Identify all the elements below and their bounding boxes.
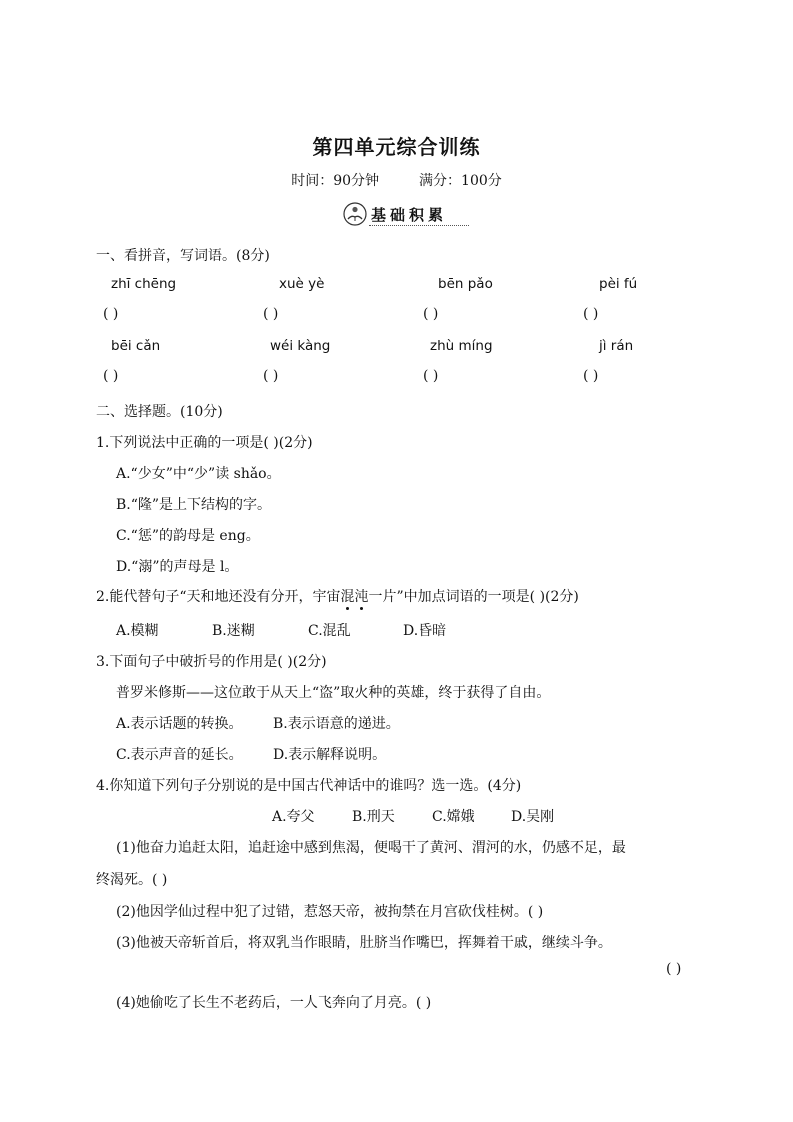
page-title: 第四单元综合训练 [312,135,481,159]
q2-2-stem-before: 2.能代替句子“天和地还没有分开，宇宙 [96,589,341,605]
answer-blank-8[interactable]: ( ) [583,368,599,384]
answer-blank-5[interactable]: ( ) [103,368,119,384]
q2-1-stem: 1.下列说法中正确的一项是( )(2分) [96,435,313,451]
q2-1-option-d: D.“溺”的声母是 l。 [116,559,239,575]
section-badge [343,202,471,228]
answer-blank-4[interactable]: ( ) [583,306,599,322]
q2-1-option-a: A.“少女”中“少”读 shǎo。 [116,466,281,482]
pinyin-5: bēi cǎn [111,338,161,354]
q2-3-option-a: A.表示话题的转换。 [116,716,243,732]
q2-4-item-1: (1)他奋力追赶太阳，追赶途中感到焦渴，便喝干了黄河、渭河的水，仍感不足，最 [116,840,626,856]
pinyin-8: jì rán [599,338,634,354]
q2-2-option-b: B.迷糊 [212,623,255,639]
book-reading-icon [343,202,367,226]
section-label: 基础积累 [371,206,448,224]
q2-2-option-d: D.昏暗 [403,623,447,639]
q2-header: 二、选择题。(10分) [96,404,223,420]
q2-2-option-c: C.混乱 [308,623,351,639]
q2-4-item-4: (4)她偷吃了长生不老药后，一人飞奔向了月亮。( ) [116,995,432,1011]
exam-info [0,170,793,190]
answer-blank-3[interactable]: ( ) [423,306,439,322]
q1-header: 一、看拼音，写词语。(8分) [96,248,270,264]
q2-4-choice-b: B.刑天 [352,809,395,825]
answer-blank-7[interactable]: ( ) [423,368,439,384]
q2-2-stem-after: 一片”中加点词语的一项是( )(2分) [368,589,579,605]
q2-4-choice-a: A.夸父 [272,809,315,825]
q2-4-item-2: (2)他因学仙过程中犯了过错，惹怒天帝，被拘禁在月宫砍伐桂树。( ) [116,904,544,920]
dotted-char-2: 沌 [354,589,369,605]
pinyin-7: zhù míng [430,338,493,354]
q2-4-choice-d: D.吴刚 [511,809,555,825]
q2-3-stem: 3.下面句子中破折号的作用是( )(2分) [96,654,327,670]
pinyin-4: pèi fú [599,276,638,292]
answer-blank-2[interactable]: ( ) [263,306,279,322]
q2-3-option-d: D.表示解释说明。 [273,747,387,763]
q2-3-option-c: C.表示声音的延长。 [116,747,243,763]
q2-4-item-1-cont: 终渴死。( ) [96,872,168,888]
q2-2-option-a: A.模糊 [116,623,159,639]
pinyin-1: zhī chēng [111,276,177,292]
q2-2-stem [96,586,579,606]
q2-4-choice-c: C.嫦娥 [432,809,475,825]
pinyin-2: xuè yè [279,276,325,292]
q2-3-sentence: 普罗米修斯——这位敢于从天上“盗”取火种的英雄，终于获得了自由。 [116,685,551,701]
q2-4-item-3-answer[interactable]: ( ) [666,961,682,977]
q2-4-stem: 4.你知道下列句子分别说的是中国古代神话中的谁吗？选一选。(4分) [96,778,522,794]
time-limit: 时间：90分钟 [291,173,380,189]
section-underline [369,225,469,226]
q2-1-option-b: B.“隆”是上下结构的字。 [116,497,272,513]
pinyin-3: bēn pǎo [438,276,493,292]
dotted-char-1: 混 [340,589,355,605]
q2-1-option-c: C.“惩”的韵母是 eng。 [116,528,260,544]
q2-3-option-b: B.表示语意的递进。 [273,716,400,732]
answer-blank-6[interactable]: ( ) [263,368,279,384]
q2-4-item-3: (3)他被天帝斩首后，将双乳当作眼睛，肚脐当作嘴巴，挥舞着干戚，继续斗争。 [116,935,612,951]
answer-blank-1[interactable]: ( ) [103,306,119,322]
full-score: 满分：100分 [419,173,502,189]
pinyin-6: wéi kàng [270,338,331,354]
